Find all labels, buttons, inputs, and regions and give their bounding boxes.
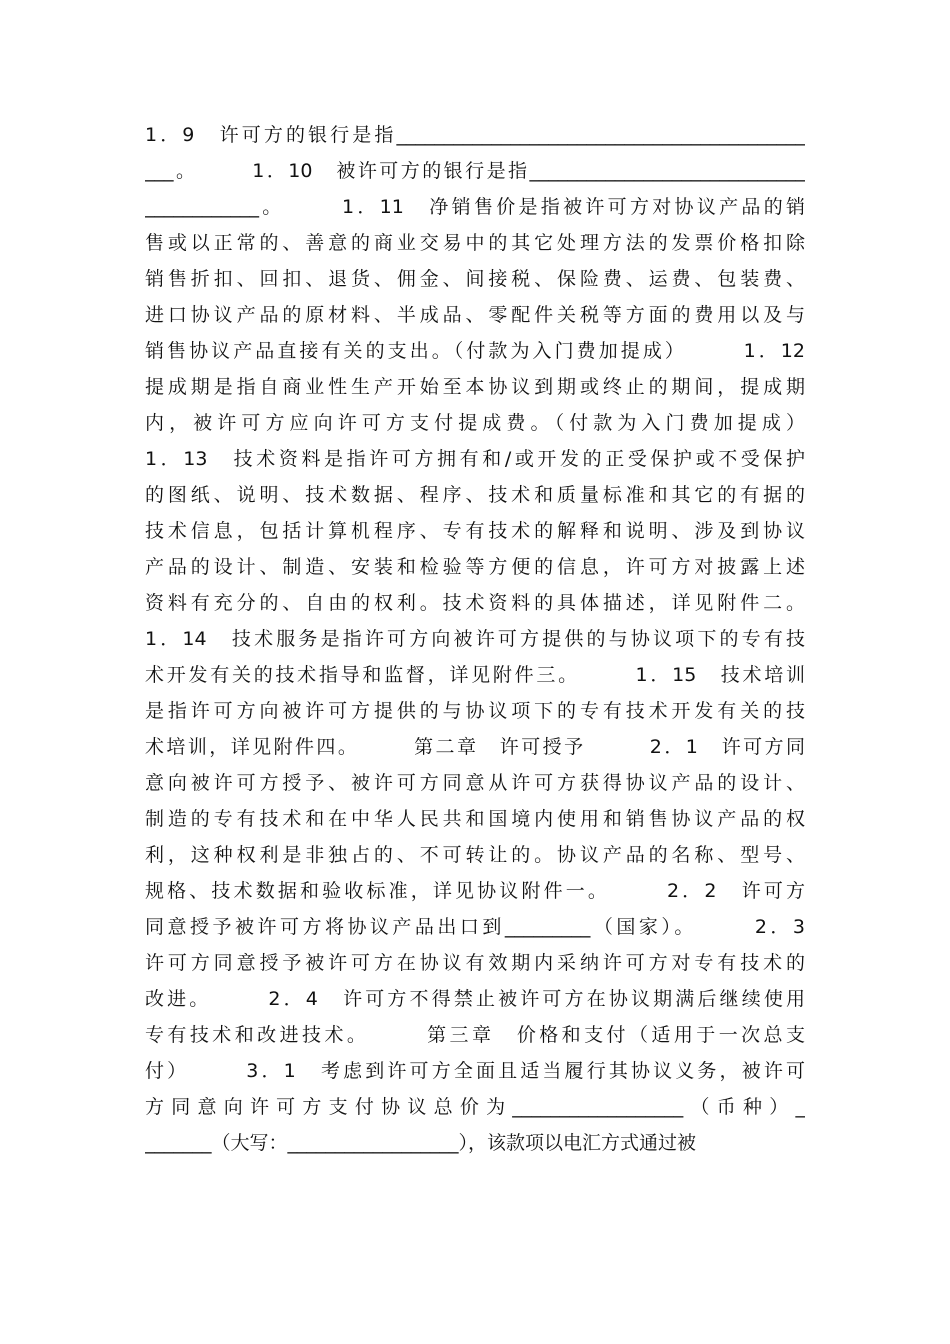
text-line: 售或以正常的、善意的商业交易中的其它处理方法的发票价格扣除	[145, 232, 805, 254]
text-line: 技术信息，包括计算机程序、专有技术的解释和说明、涉及到协议	[145, 520, 805, 542]
text-line: 提成期是指自商业性生产开始至本协议到期或终止的期间，提成期	[145, 376, 805, 398]
text-line: 的图纸、说明、技术数据、程序、技术和质量标准和其它的有据的	[145, 484, 805, 506]
text-line: 规格、技术数据和验收标准，详见协议附件一。 2．2 许可方	[145, 880, 805, 902]
contract-body-text	[145, 117, 805, 1161]
text-line: 付） 3．1 考虑到许可方全面且适当履行其协议义务，被许可	[145, 1060, 805, 1082]
text-line: 方同意向许可方支付协议总价为__________________（币种）_	[145, 1096, 805, 1118]
text-line: 利，这种权利是非独占的、不可转让的。协议产品的名称、型号、	[145, 844, 805, 866]
text-line: 进口协议产品的原材料、半成品、零配件关税等方面的费用以及与	[145, 304, 805, 326]
text-line: 术培训，详见附件四。 第二章 许可授予 2．1 许可方同	[145, 736, 805, 758]
text-line: ___。 1．10 被许可方的银行是指_____________________________	[145, 160, 805, 182]
text-line: 许可方同意授予被许可方在协议有效期内采纳许可方对专有技术的	[145, 952, 805, 974]
text-line: 1．14 技术服务是指许可方向被许可方提供的与协议项下的专有技	[145, 628, 805, 650]
text-line: ____________。 1．11 净销售价是指被许可方对协议产品的销	[145, 196, 805, 218]
text-line: 制造的专有技术和在中华人民共和国境内使用和销售协议产品的权	[145, 808, 805, 830]
text-line: 是指许可方向被许可方提供的与协议项下的专有技术开发有关的技	[145, 700, 805, 722]
text-line: 意向被许可方授予、被许可方同意从许可方获得协议产品的设计、	[145, 772, 805, 794]
text-line: 专有技术和改进技术。 第三章 价格和支付（适用于一次总支	[145, 1024, 805, 1046]
text-line: 销售协议产品直接有关的支出。（付款为入门费加提成） 1．12	[145, 340, 805, 362]
text-line: 改进。 2．4 许可方不得禁止被许可方在协议期满后继续使用	[145, 988, 805, 1010]
text-line: 术开发有关的技术指导和监督，详见附件三。 1．15 技术培训	[145, 664, 805, 686]
text-line: _______（大写：__________________），该款项以电汇方式通过被	[145, 1132, 697, 1154]
text-line: 产品的设计、制造、安装和检验等方便的信息，许可方对披露上述	[145, 556, 805, 578]
text-line: 内，被许可方应向许可方支付提成费。（付款为入门费加提成）	[145, 412, 805, 434]
text-line: 资料有充分的、自由的权利。技术资料的具体描述，详见附件二。	[145, 592, 805, 614]
text-line: 销售折扣、回扣、退货、佣金、间接税、保险费、运费、包装费、	[145, 268, 805, 290]
text-line: 1．13 技术资料是指许可方拥有和/或开发的正受保护或不受保护	[145, 448, 805, 470]
text-line: 同意授予被许可方将协议产品出口到_________（国家）。 2．3	[145, 916, 805, 938]
text-line: 1．9 许可方的银行是指___________________________________________	[145, 124, 805, 146]
